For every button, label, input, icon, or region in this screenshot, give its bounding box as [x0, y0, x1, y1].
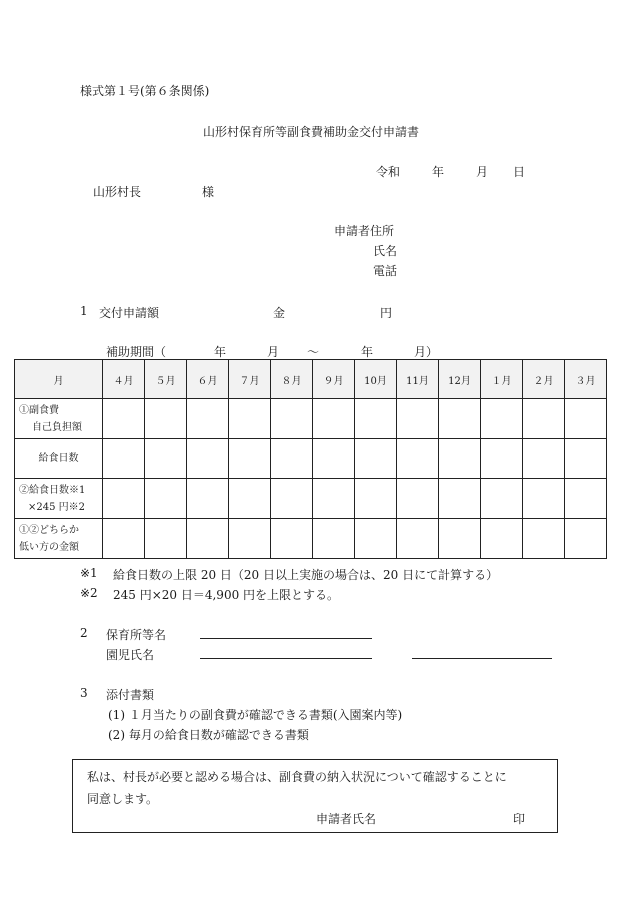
table-row	[15, 519, 607, 559]
note-text: 給食日数の上限 20 日（20 日以上実施の場合は、20 日にて計算する）	[113, 568, 499, 582]
month-header: ８月	[271, 360, 313, 399]
note-text: 245 円×20 日＝4,900 円を上限とする。	[113, 588, 340, 602]
entry-cell[interactable]	[397, 479, 439, 519]
entry-cell[interactable]	[271, 479, 313, 519]
consent-text-line2: 同意します。	[87, 792, 159, 806]
row-label-line1: ①②どちらか	[19, 524, 79, 536]
entry-cell[interactable]	[103, 439, 145, 479]
entry-cell[interactable]	[355, 439, 397, 479]
entry-cell[interactable]	[565, 519, 607, 559]
form-number: 様式第１号(第６条関係)	[80, 84, 210, 98]
month-header: ５月	[145, 360, 187, 399]
section3-number: 3	[80, 686, 88, 700]
table-row	[15, 399, 607, 439]
entry-cell[interactable]	[439, 439, 481, 479]
entry-cell[interactable]	[271, 399, 313, 439]
table-row	[15, 479, 607, 519]
date-year: 年	[432, 165, 445, 179]
child-name-field-1[interactable]	[200, 658, 372, 659]
page-title: 山形村保育所等副食費補助金交付申請書	[203, 125, 420, 139]
applicant-address-label: 申請者住所	[334, 224, 395, 238]
applicant-phone-label: 電話	[373, 264, 398, 278]
date-month: 月	[476, 165, 489, 179]
facility-name-label: 保育所等名	[106, 628, 167, 642]
section3-label: 添付書類	[106, 688, 155, 702]
entry-cell[interactable]	[355, 479, 397, 519]
table-header-corner: 月	[15, 360, 103, 399]
entry-cell[interactable]	[187, 519, 229, 559]
entry-cell[interactable]	[523, 399, 565, 439]
entry-cell[interactable]	[481, 439, 523, 479]
row-label-line1: 給食日数	[38, 453, 79, 464]
period-start-month: 月	[267, 345, 280, 359]
month-header: ３月	[565, 360, 607, 399]
row-label-line1: ①副食費	[19, 404, 59, 416]
addressee-honorific: 様	[202, 185, 215, 199]
month-header: ２月	[523, 360, 565, 399]
entry-cell[interactable]	[103, 519, 145, 559]
entry-cell[interactable]	[229, 439, 271, 479]
attachment-item: (2) 毎月の給食日数が確認できる書類	[108, 728, 309, 742]
period-tilde: ～	[307, 345, 320, 359]
month-header: 12月	[439, 360, 481, 399]
facility-name-field[interactable]	[200, 638, 372, 639]
entry-cell[interactable]	[313, 519, 355, 559]
month-header: 10月	[355, 360, 397, 399]
period-label: 補助期間（	[106, 345, 167, 359]
applicant-name-label: 氏名	[373, 244, 398, 258]
entry-cell[interactable]	[355, 519, 397, 559]
entry-cell[interactable]	[439, 479, 481, 519]
row-label-line2: ×245 円※2	[28, 501, 86, 513]
table-row	[15, 439, 607, 479]
entry-cell[interactable]	[229, 479, 271, 519]
row-label-line2: 自己負担額	[32, 421, 82, 433]
entry-cell[interactable]	[523, 519, 565, 559]
row-label	[15, 399, 103, 439]
month-header: １月	[481, 360, 523, 399]
child-name-label: 園児氏名	[106, 648, 155, 662]
entry-cell[interactable]	[103, 399, 145, 439]
row-label	[15, 519, 103, 559]
entry-cell[interactable]	[145, 519, 187, 559]
entry-cell[interactable]	[187, 479, 229, 519]
row-label-line2: 低い方の金額	[19, 541, 79, 553]
entry-cell[interactable]	[523, 439, 565, 479]
entry-cell[interactable]	[481, 519, 523, 559]
entry-cell[interactable]	[187, 399, 229, 439]
section2-number: 2	[80, 626, 88, 640]
note-mark: ※2	[80, 586, 98, 600]
entry-cell[interactable]	[145, 399, 187, 439]
period-end-year: 年	[361, 345, 374, 359]
entry-cell[interactable]	[145, 479, 187, 519]
attachment-item: (1) １月当たりの副食費が確認できる書類(入園案内等)	[108, 708, 403, 722]
entry-cell[interactable]	[229, 519, 271, 559]
entry-cell[interactable]	[523, 479, 565, 519]
child-name-field-2[interactable]	[412, 658, 552, 659]
date-day: 日	[513, 165, 526, 179]
entry-cell[interactable]	[439, 519, 481, 559]
entry-cell[interactable]	[355, 399, 397, 439]
entry-cell[interactable]	[397, 519, 439, 559]
row-label	[15, 439, 103, 479]
period-end-month: 月）	[414, 345, 439, 359]
entry-cell[interactable]	[397, 399, 439, 439]
date-era: 令和	[376, 165, 401, 179]
month-header: 11月	[397, 360, 439, 399]
entry-cell[interactable]	[313, 439, 355, 479]
entry-cell[interactable]	[565, 479, 607, 519]
entry-cell[interactable]	[439, 399, 481, 439]
entry-cell[interactable]	[397, 439, 439, 479]
seal-mark: 印	[513, 812, 526, 826]
month-header: ６月	[187, 360, 229, 399]
row-label	[15, 479, 103, 519]
amount-yen: 円	[380, 306, 393, 320]
section1-number: 1	[80, 304, 88, 318]
consent-box	[72, 759, 558, 833]
entry-cell[interactable]	[271, 439, 313, 479]
note-mark: ※1	[80, 566, 98, 580]
entry-cell[interactable]	[187, 439, 229, 479]
section1-label: 交付申請額	[99, 306, 160, 320]
month-header: ７月	[229, 360, 271, 399]
entry-cell[interactable]	[145, 439, 187, 479]
entry-cell[interactable]	[481, 399, 523, 439]
entry-cell[interactable]	[313, 479, 355, 519]
entry-cell[interactable]	[565, 399, 607, 439]
entry-cell[interactable]	[313, 399, 355, 439]
consent-applicant-label: 申請者氏名	[316, 812, 377, 826]
addressee-name: 山形村長	[93, 185, 142, 199]
monthly-table	[14, 359, 607, 559]
amount-kin: 金	[273, 306, 286, 320]
period-start-year: 年	[214, 345, 227, 359]
entry-cell[interactable]	[229, 399, 271, 439]
entry-cell[interactable]	[481, 479, 523, 519]
row-label-line1: ②給食日数※1	[19, 484, 86, 496]
entry-cell[interactable]	[565, 439, 607, 479]
entry-cell[interactable]	[103, 479, 145, 519]
month-header: ４月	[103, 360, 145, 399]
consent-text-line1: 私は、村長が必要と認める場合は、副食費の納入状況について確認することに	[87, 770, 507, 784]
entry-cell[interactable]	[271, 519, 313, 559]
month-header: ９月	[313, 360, 355, 399]
